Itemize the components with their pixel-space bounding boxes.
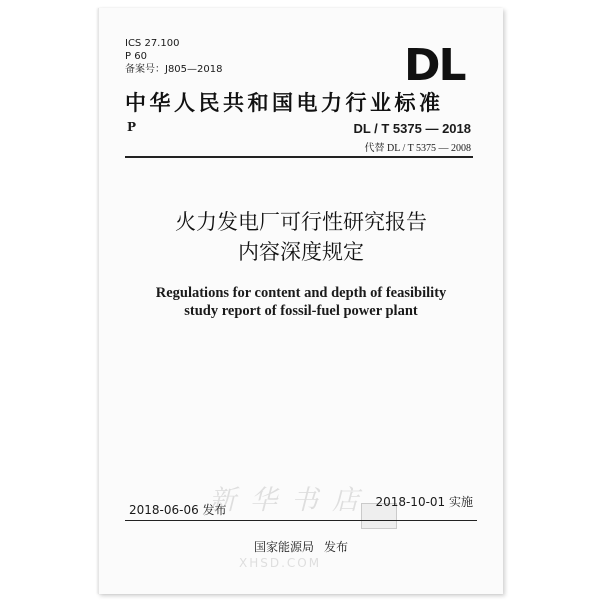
implementation-date: 2018-10-01 实施 xyxy=(375,495,473,509)
category-letter: P xyxy=(127,120,137,134)
standard-number: DL / T 5375 — 2018 xyxy=(353,121,471,136)
english-title-line-2: study report of fossil-fuel power plant xyxy=(184,303,418,319)
issue-date: 2018-06-06 发布 xyxy=(129,503,227,517)
replaces-note: 代替 DL / T 5375 — 2008 xyxy=(364,143,471,154)
chinese-title-line-2: 内容深度规定 xyxy=(238,240,364,264)
publish-label: 发布 xyxy=(324,540,349,554)
bottom-divider xyxy=(125,520,477,521)
ics-code: ICS 27.100 xyxy=(125,38,180,49)
top-divider xyxy=(125,156,473,158)
chinese-title-line-1: 火力发电厂可行性研究报告 xyxy=(175,210,427,234)
record-number: 备案号：J805—2018 xyxy=(125,64,223,75)
category-code: P 60 xyxy=(125,51,147,62)
english-title-line-1: Regulations for content and depth of feasibility xyxy=(155,285,447,301)
standard-cover xyxy=(98,8,503,594)
publisher-name: 国家能源局 xyxy=(253,540,314,554)
watermark-text: 新华书店 xyxy=(209,485,373,516)
dl-logo: DL xyxy=(404,40,465,91)
standard-title: 中华人民共和国电力行业标准 xyxy=(125,91,444,115)
watermark-site: XHSD.COM xyxy=(239,556,322,570)
publisher-line xyxy=(99,538,503,555)
